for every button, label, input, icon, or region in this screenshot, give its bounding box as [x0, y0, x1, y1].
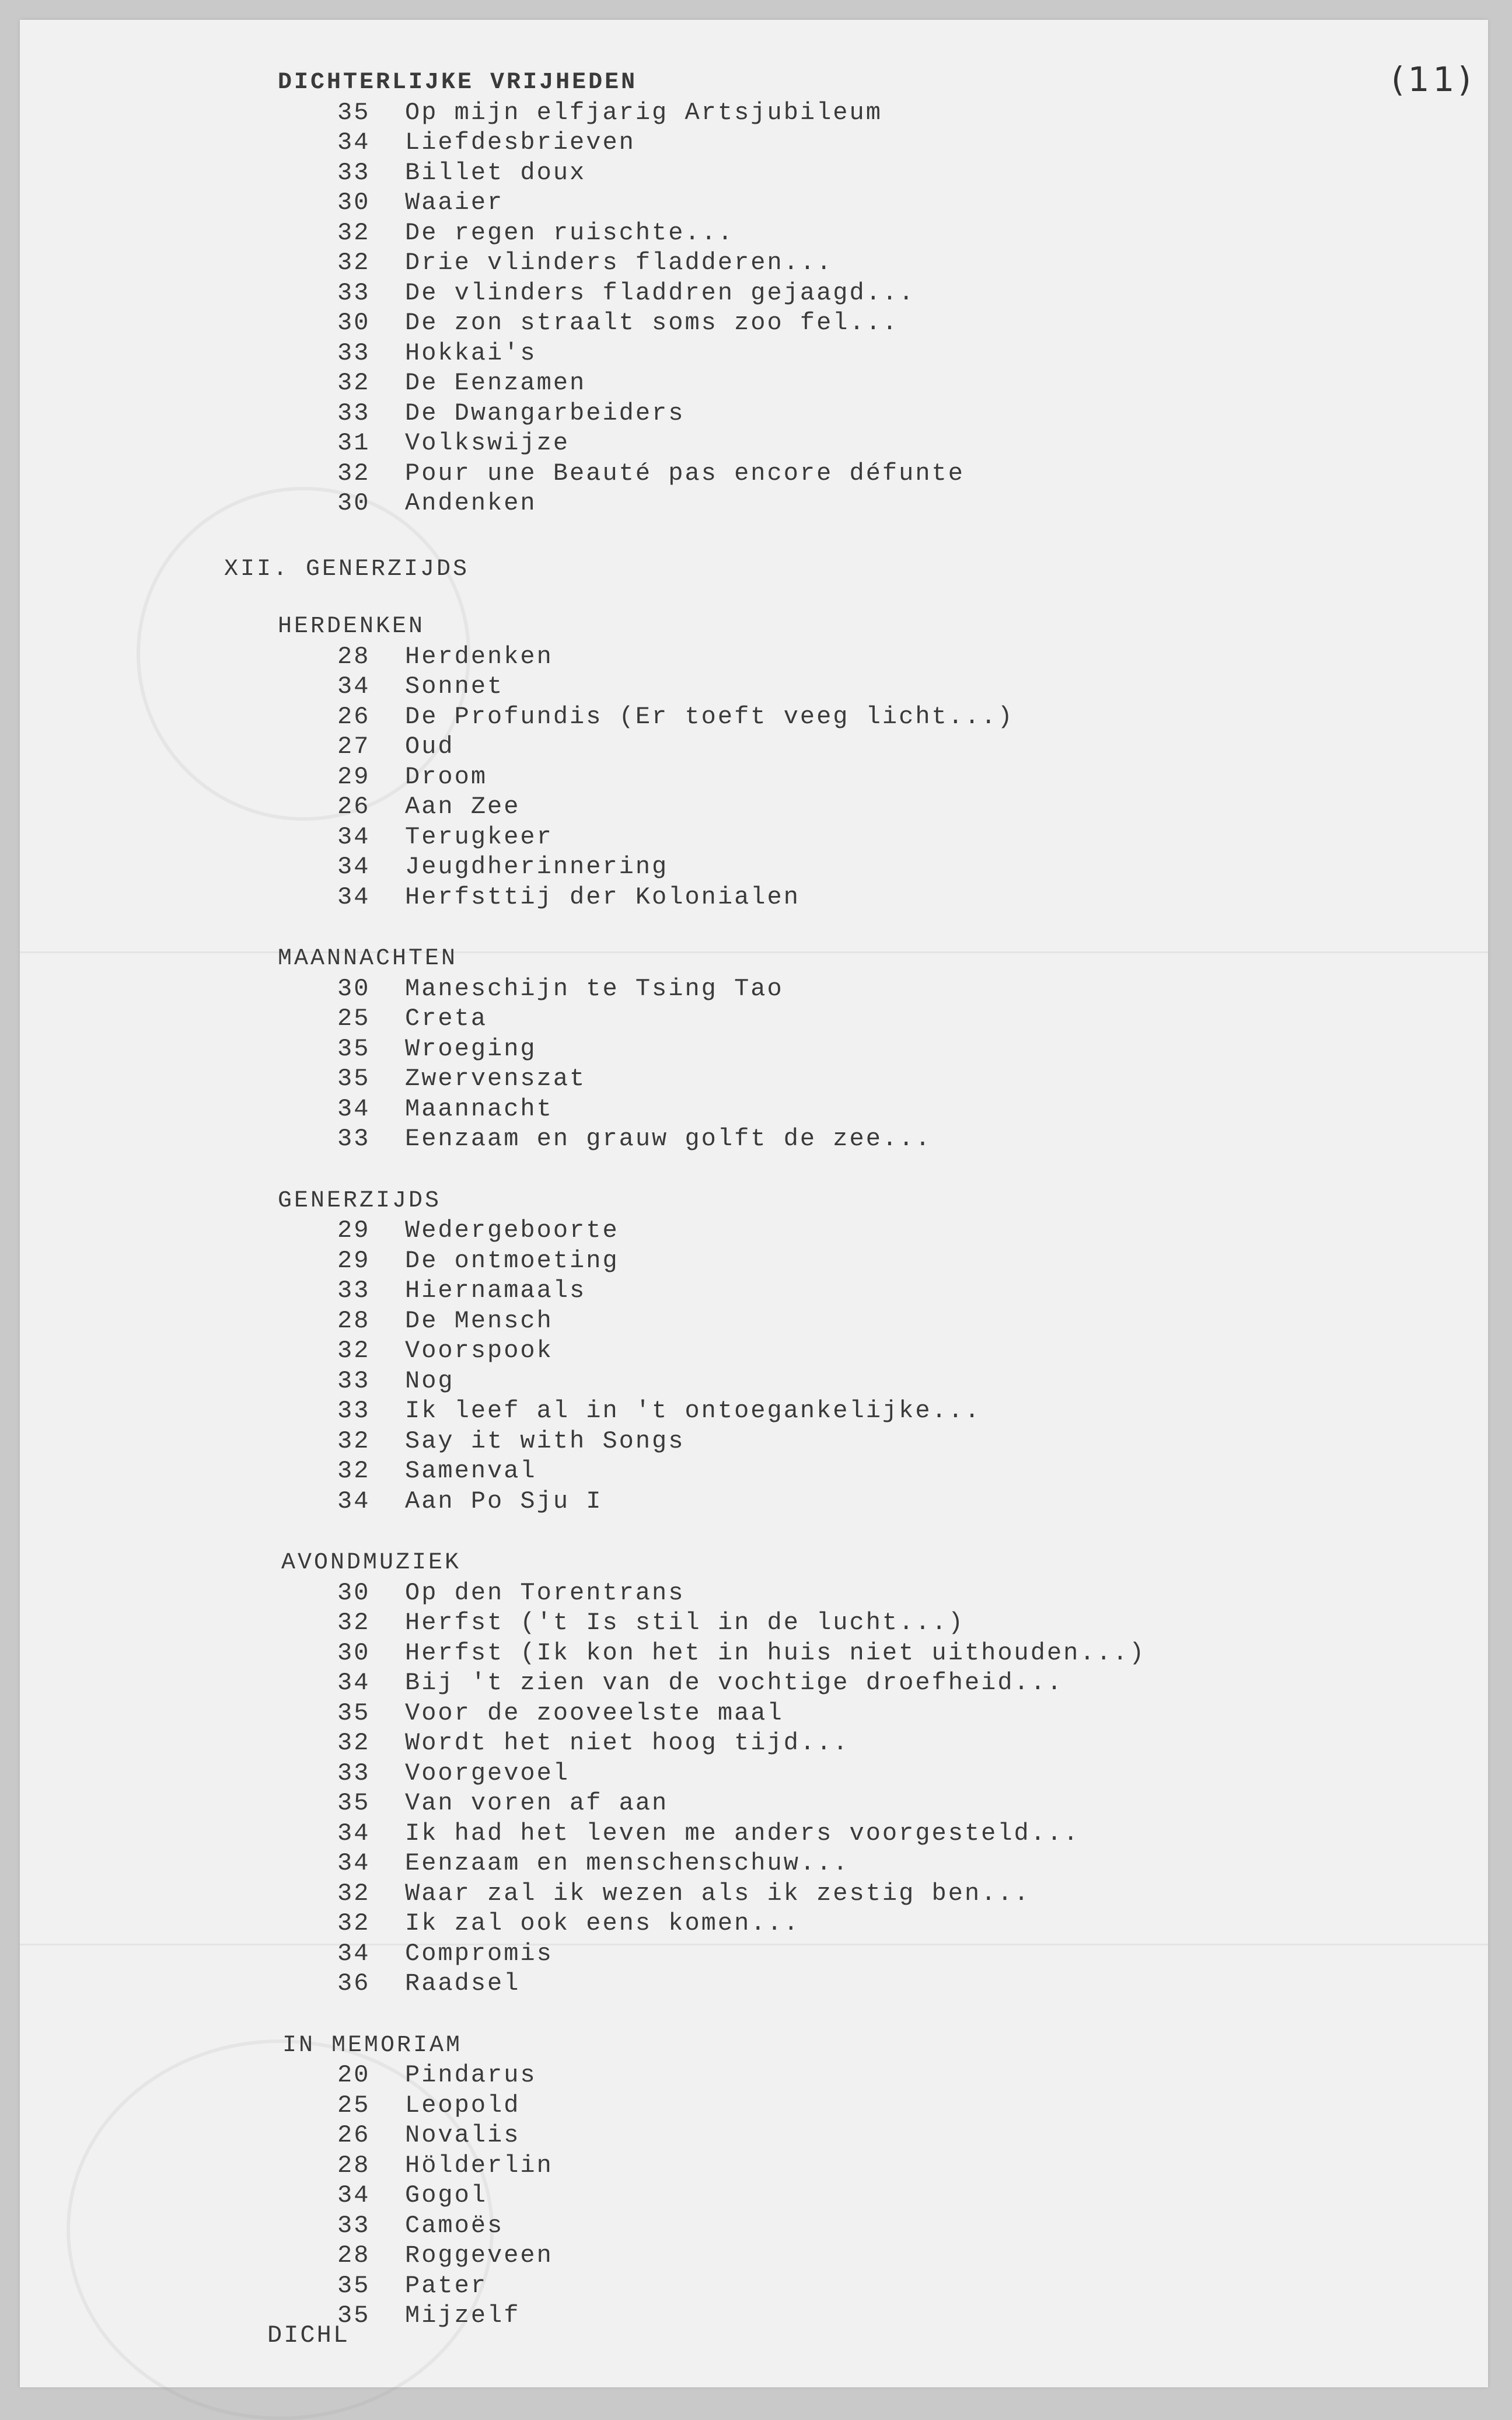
item-number: 28 [337, 2241, 371, 2270]
item-title: Camoës [405, 2211, 504, 2240]
item-title: Van voren af aan [405, 1789, 669, 1818]
item-number: 30 [337, 189, 371, 217]
item-number: 34 [337, 1487, 371, 1515]
item-number: 35 [337, 2302, 371, 2330]
item-number: 30 [337, 309, 371, 337]
item-title: Nog [405, 1366, 455, 1395]
item-number: 34 [337, 883, 371, 911]
item-title: Andenken [405, 489, 537, 517]
item-title: Pater [405, 2271, 488, 2300]
item-title: Volkswijze [405, 429, 570, 457]
item-title: Samenval [405, 1457, 537, 1486]
item-number: 30 [337, 1578, 371, 1607]
item-title: De Mensch [405, 1306, 553, 1335]
item-number: 31 [337, 429, 371, 457]
section-heading: HERDENKEN [278, 613, 425, 640]
table-of-contents [20, 20, 1488, 2387]
item-title: Creta [405, 1005, 488, 1033]
item-title: Terugkeer [405, 822, 553, 851]
item-title: Liefdesbrieven [405, 128, 635, 156]
item-number: 29 [337, 762, 371, 791]
item-number: 32 [337, 1457, 371, 1486]
item-title: De Eenzamen [405, 369, 586, 397]
item-title: De ontmoeting [405, 1246, 619, 1275]
item-title: Raadsel [405, 1969, 521, 1998]
item-title: Wroeging [405, 1034, 537, 1063]
part-heading: XII. GENERZIJDS [224, 556, 470, 583]
item-title: Roggeveen [405, 2241, 553, 2270]
page-number: (11) [1391, 60, 1475, 99]
item-title: Pour une Beauté pas encore défunte [405, 459, 965, 487]
item-number: 35 [337, 1789, 371, 1818]
item-title: Leopold [405, 2091, 521, 2119]
item-number: 27 [337, 733, 371, 761]
item-title: Mijzelf [405, 2302, 521, 2330]
item-number: 35 [337, 1699, 371, 1727]
item-number: 32 [337, 459, 371, 487]
item-title: Eenzaam en menschenschuw... [405, 1849, 850, 1878]
item-title: Eenzaam en grauw golft de zee... [405, 1125, 932, 1153]
item-number: 34 [337, 1939, 371, 1968]
item-number: 30 [337, 489, 371, 517]
item-title: De regen ruischte... [405, 218, 735, 247]
item-number: 32 [337, 218, 371, 247]
item-number: 28 [337, 642, 371, 671]
item-number: 34 [337, 1669, 371, 1697]
item-title: De vlinders fladdren gejaagd... [405, 278, 916, 307]
item-title: Ik zal ook eens komen... [405, 1909, 800, 1938]
item-title: Voorgevoel [405, 1759, 570, 1787]
item-number: 35 [337, 1034, 371, 1063]
item-title: Hiernamaals [405, 1277, 586, 1305]
item-title: Herfsttij der Kolonialen [405, 883, 800, 911]
item-title: Jeugdherinnering [405, 853, 669, 881]
item-number: 32 [337, 1609, 371, 1637]
item-title: Waaier [405, 189, 504, 217]
item-title: Novalis [405, 2121, 521, 2150]
item-number: 33 [337, 2211, 371, 2240]
item-title: Wordt het niet hoog tijd... [405, 1729, 850, 1758]
section-heading: MAANNACHTEN [278, 946, 458, 972]
item-number: 32 [337, 1909, 371, 1938]
item-title: Say it with Songs [405, 1427, 685, 1455]
item-title: Ik leef al in 't ontoegankelijke... [405, 1397, 982, 1425]
item-title: De Dwangarbeiders [405, 399, 685, 427]
item-title: Op den Torentrans [405, 1578, 685, 1607]
item-title: Wedergeboorte [405, 1216, 619, 1245]
item-number: 25 [337, 2091, 371, 2119]
item-number: 30 [337, 974, 371, 1003]
item-title: Drie vlinders fladderen... [405, 249, 833, 277]
item-title: Herfst ('t Is stil in de lucht...) [405, 1609, 965, 1637]
item-number: 34 [337, 2181, 371, 2210]
item-title: Zwervenszat [405, 1065, 586, 1093]
item-title: Ik had het leven me anders voorgesteld... [405, 1819, 1080, 1847]
item-number: 20 [337, 2061, 371, 2090]
item-title: Billet doux [405, 158, 586, 187]
item-number: 28 [337, 1306, 371, 1335]
item-title: Herdenken [405, 642, 553, 671]
item-number: 26 [337, 793, 371, 821]
item-number: 29 [337, 1216, 371, 1245]
item-title: Oud [405, 733, 455, 761]
item-number: 34 [337, 672, 371, 701]
item-number: 33 [337, 1125, 371, 1153]
item-title: Voor de zooveelste maal [405, 1699, 784, 1727]
item-title: De zon straalt soms zoo fel... [405, 309, 899, 337]
item-number: 32 [337, 1337, 371, 1365]
item-number: 34 [337, 853, 371, 881]
item-title: Maannacht [405, 1094, 553, 1123]
item-number: 33 [337, 158, 371, 187]
item-number: 33 [337, 278, 371, 307]
item-title: Hokkai's [405, 339, 537, 367]
item-title: Bij 't zien van de vochtige droefheid... [405, 1669, 1064, 1697]
item-number: 32 [337, 1879, 371, 1908]
item-number: 34 [337, 822, 371, 851]
item-number: 26 [337, 702, 371, 731]
item-title: Herfst (Ik kon het in huis niet uithouden...) [405, 1638, 1146, 1667]
section-heading: AVONDMUZIEK [281, 1550, 462, 1577]
item-title: Compromis [405, 1939, 553, 1968]
section-heading: DICHTERLIJKE VRIJHEDEN [278, 69, 638, 96]
item-number: 32 [337, 1427, 371, 1455]
item-title: Hölderlin [405, 2151, 553, 2180]
item-number: 32 [337, 249, 371, 277]
item-number: 34 [337, 1094, 371, 1123]
section-heading: IN MEMORIAM [282, 2032, 463, 2059]
item-number: 35 [337, 2271, 371, 2300]
item-number: 28 [337, 2151, 371, 2180]
item-title: Droom [405, 762, 488, 791]
item-number: 33 [337, 399, 371, 427]
item-number: 33 [337, 339, 371, 367]
item-number: 33 [337, 1366, 371, 1395]
item-title: Waar zal ik wezen als ik zestig ben... [405, 1879, 1031, 1908]
item-number: 34 [337, 1849, 371, 1878]
item-title: Maneschijn te Tsing Tao [405, 974, 784, 1003]
item-title: Sonnet [405, 672, 504, 701]
item-number: 32 [337, 369, 371, 397]
item-number: 33 [337, 1759, 371, 1787]
item-title: Op mijn elfjarig Artsjubileum [405, 98, 882, 127]
item-number: 35 [337, 98, 371, 127]
item-title: Aan Po Sju I [405, 1487, 603, 1515]
item-number: 33 [337, 1277, 371, 1305]
item-number: 32 [337, 1729, 371, 1758]
item-number: 34 [337, 1819, 371, 1847]
item-number: 34 [337, 128, 371, 156]
item-number: 33 [337, 1397, 371, 1425]
item-number: 36 [337, 1969, 371, 1998]
item-number: 35 [337, 1065, 371, 1093]
item-number: 30 [337, 1638, 371, 1667]
item-title: De Profundis (Er toeft veeg licht...) [405, 702, 1014, 731]
item-title: Aan Zee [405, 793, 521, 821]
item-number: 29 [337, 1246, 371, 1275]
item-title: Pindarus [405, 2061, 537, 2090]
item-number: 25 [337, 1005, 371, 1033]
footer-text: DICHL [267, 2321, 350, 2350]
item-title: Gogol [405, 2181, 488, 2210]
document-page [20, 20, 1488, 2387]
item-title: Voorspook [405, 1337, 553, 1365]
item-number: 26 [337, 2121, 371, 2150]
section-heading: GENERZIJDS [278, 1187, 442, 1214]
